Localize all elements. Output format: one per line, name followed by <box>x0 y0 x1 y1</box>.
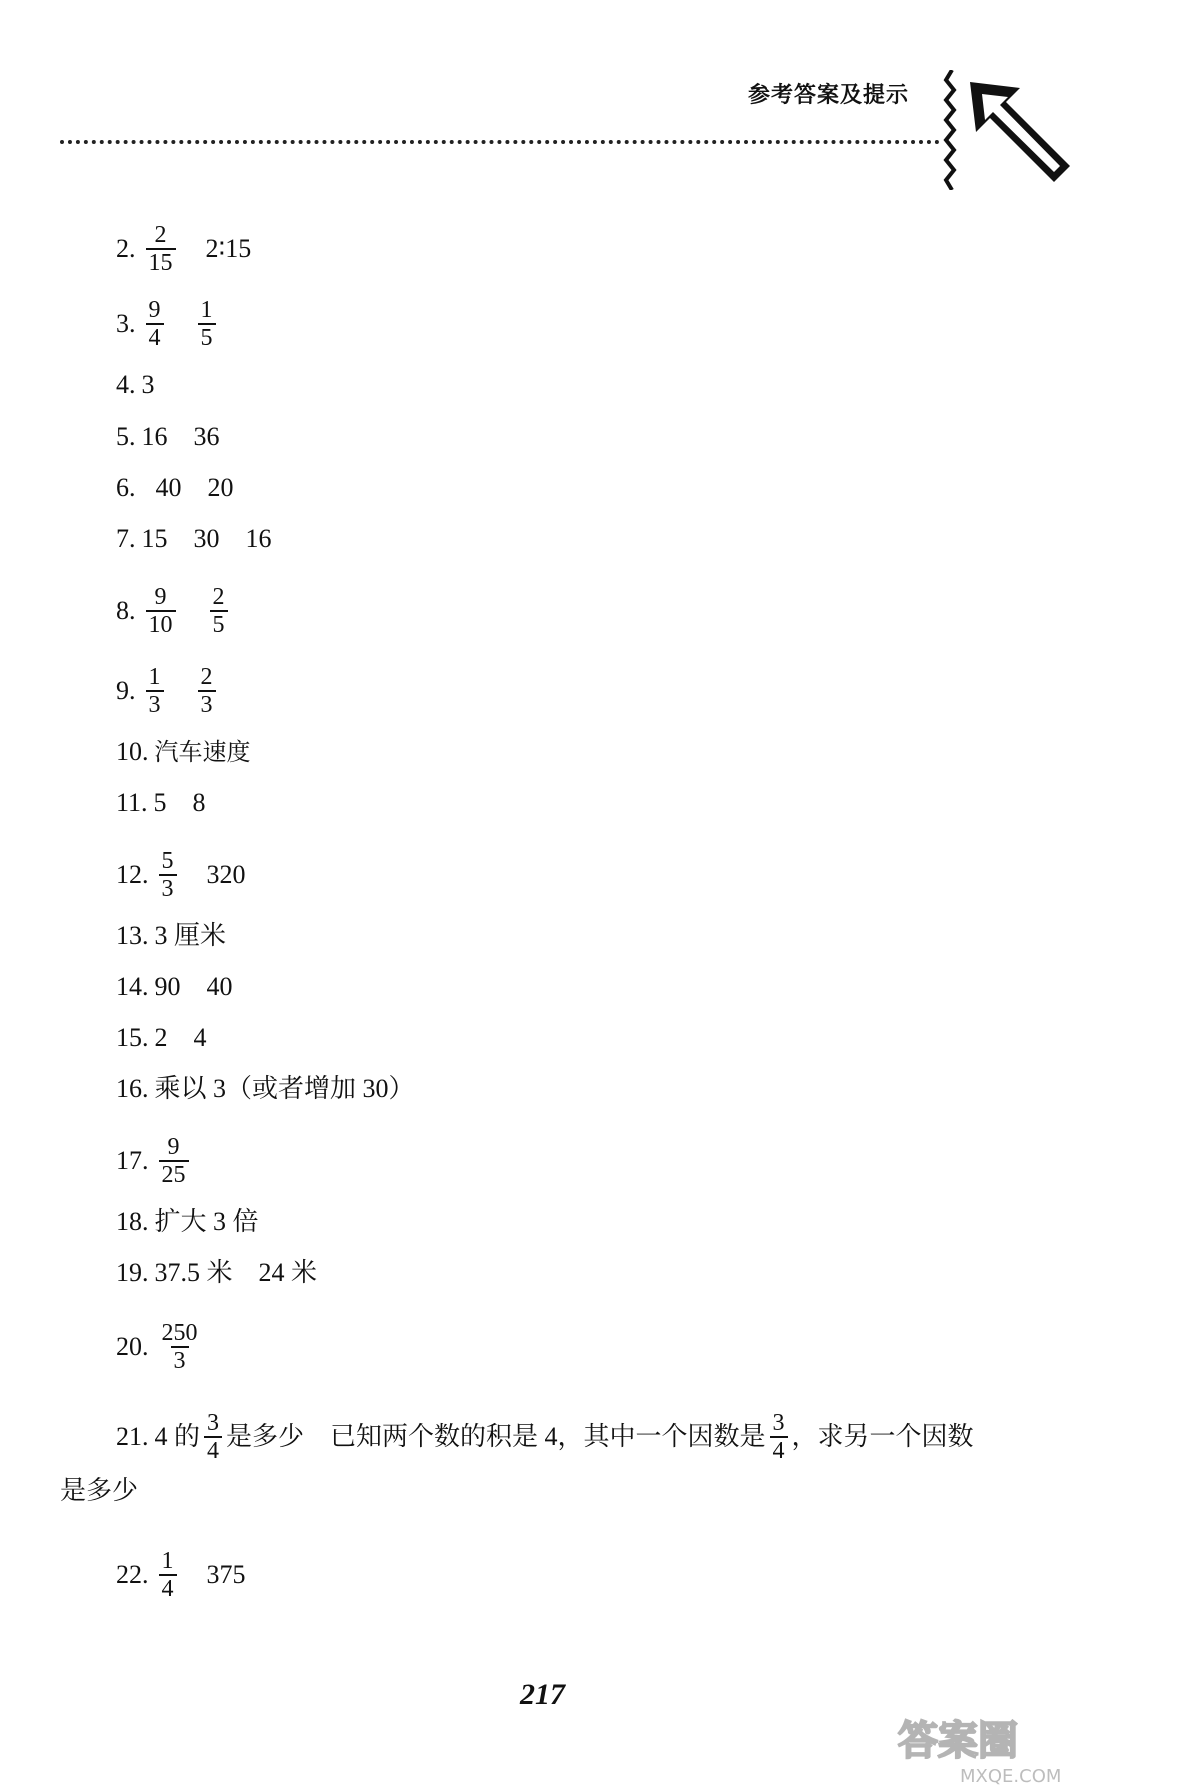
svg-text:MXQE.COM: MXQE.COM <box>960 1766 1062 1787</box>
answer-value: 375 <box>206 1560 246 1589</box>
numerator: 9 <box>148 297 161 323</box>
answer-number: 5. <box>116 422 136 451</box>
answer-number: 9. <box>116 676 136 705</box>
answer-4 <box>116 370 155 400</box>
fraction <box>198 664 216 718</box>
answer-number: 22. <box>116 1560 149 1589</box>
numerator: 2 <box>200 664 213 690</box>
answer-text: ，求另一个因数 <box>791 1422 974 1451</box>
answer-21 <box>116 1410 974 1464</box>
answer-value: 16 <box>245 524 272 553</box>
answer-value: 24 米 <box>258 1258 318 1287</box>
answer-value: 36 <box>193 422 220 451</box>
denominator: 15 <box>146 248 176 276</box>
answer-value: 4 <box>193 1023 207 1052</box>
numerator: 3 <box>207 1410 220 1436</box>
answer-20 <box>116 1320 205 1374</box>
answer-6 <box>116 473 234 503</box>
denominator: 3 <box>171 1346 189 1374</box>
fraction <box>198 297 216 351</box>
answer-number: 7. <box>116 524 136 553</box>
fraction <box>146 222 176 276</box>
answer-16 <box>116 1074 415 1104</box>
fraction <box>146 664 164 718</box>
answer-value: 扩大 3 倍 <box>154 1207 259 1236</box>
answer-number: 17. <box>116 1146 149 1175</box>
answer-number: 11. <box>116 788 148 817</box>
answer-value: 5 <box>153 788 167 817</box>
fraction <box>159 848 177 902</box>
fraction <box>146 297 164 351</box>
answer-value: 40 <box>206 972 233 1001</box>
answer-3 <box>116 297 220 351</box>
answer-value: 37.5 米 <box>154 1258 233 1287</box>
answer-12 <box>116 848 246 902</box>
answer-value: 15 <box>141 524 168 553</box>
answer-number: 6. <box>116 473 136 502</box>
denominator: 3 <box>146 690 164 718</box>
numerator: 250 <box>161 1320 198 1346</box>
denominator: 10 <box>146 610 176 638</box>
answer-text: 是多少 <box>226 1422 305 1451</box>
answer-8 <box>116 584 232 638</box>
answer-17 <box>116 1134 193 1188</box>
answer-number: 20. <box>116 1332 149 1361</box>
denominator: 3 <box>198 690 216 718</box>
denominator: 4 <box>159 1574 177 1602</box>
answer-21-continuation <box>60 1476 138 1506</box>
fraction <box>204 1410 222 1464</box>
numerator: 9 <box>154 584 167 610</box>
arrow-icon <box>940 70 1080 190</box>
answer-number: 18. <box>116 1207 149 1236</box>
answer-text: 4 的 <box>154 1422 201 1451</box>
svg-text:答案圈: 答案圈 <box>898 1718 1018 1764</box>
answer-value: 16 <box>141 422 168 451</box>
answer-11 <box>116 788 206 818</box>
denominator: 5 <box>210 610 228 638</box>
answer-value: 3 厘米 <box>154 921 227 950</box>
denominator: 25 <box>159 1160 189 1188</box>
answer-19 <box>116 1258 317 1288</box>
numerator: 9 <box>167 1134 180 1160</box>
answer-number: 15. <box>116 1023 149 1052</box>
numerator: 3 <box>772 1410 785 1436</box>
denominator: 5 <box>198 323 216 351</box>
denominator: 4 <box>770 1436 788 1464</box>
numerator: 5 <box>161 848 174 874</box>
answer-5 <box>116 422 220 452</box>
answer-13 <box>116 921 226 951</box>
answer-number: 13. <box>116 921 149 950</box>
answer-2 <box>116 222 251 276</box>
answer-9 <box>116 664 220 718</box>
numerator: 2 <box>154 222 167 248</box>
watermark-logo <box>890 1708 1170 1788</box>
answer-15 <box>116 1023 207 1053</box>
numerator: 1 <box>161 1548 174 1574</box>
answer-text: 已知两个数的积是 4，其中一个因数是 <box>330 1422 766 1451</box>
answer-value: 乘以 3（或者增加 30） <box>154 1074 415 1103</box>
numerator: 2 <box>212 584 225 610</box>
answer-value: 2∶15 <box>205 234 252 263</box>
answer-number: 2. <box>116 234 136 263</box>
answer-value: 汽车速度 <box>154 738 251 766</box>
answer-number: 21. <box>116 1422 149 1451</box>
answer-number: 12. <box>116 860 149 889</box>
answer-value: 20 <box>207 473 234 502</box>
answer-number: 8. <box>116 596 136 625</box>
fraction <box>159 1134 189 1188</box>
answer-number: 14. <box>116 972 149 1001</box>
answer-number: 10. <box>116 737 149 766</box>
answer-number: 3. <box>116 309 136 338</box>
answer-value: 2 <box>154 1023 168 1052</box>
answer-14 <box>116 972 233 1002</box>
answer-18 <box>116 1207 259 1237</box>
answer-number: 16. <box>116 1074 149 1103</box>
answer-number: 4. <box>116 370 136 399</box>
answer-value: 40 <box>155 473 182 502</box>
answer-value: 30 <box>193 524 220 553</box>
fraction <box>159 1548 177 1602</box>
answer-22 <box>116 1548 246 1602</box>
answer-10 <box>116 737 251 767</box>
fraction <box>770 1410 788 1464</box>
answer-value: 90 <box>154 972 181 1001</box>
answer-7 <box>116 524 272 554</box>
denominator: 4 <box>204 1436 222 1464</box>
dotted-divider <box>60 140 940 144</box>
numerator: 1 <box>148 664 161 690</box>
header-title: 参考答案及提示 <box>748 83 910 108</box>
denominator: 4 <box>146 323 164 351</box>
answer-value: 320 <box>206 860 246 889</box>
denominator: 3 <box>159 874 177 902</box>
answer-value: 3 <box>141 370 155 399</box>
fraction <box>159 1320 201 1374</box>
answer-value: 8 <box>192 788 206 817</box>
fraction <box>210 584 228 638</box>
page-number: 217 <box>520 1678 565 1711</box>
numerator: 1 <box>200 297 213 323</box>
answer-text: 是多少 <box>60 1476 139 1505</box>
answer-number: 19. <box>116 1258 149 1287</box>
fraction <box>146 584 176 638</box>
